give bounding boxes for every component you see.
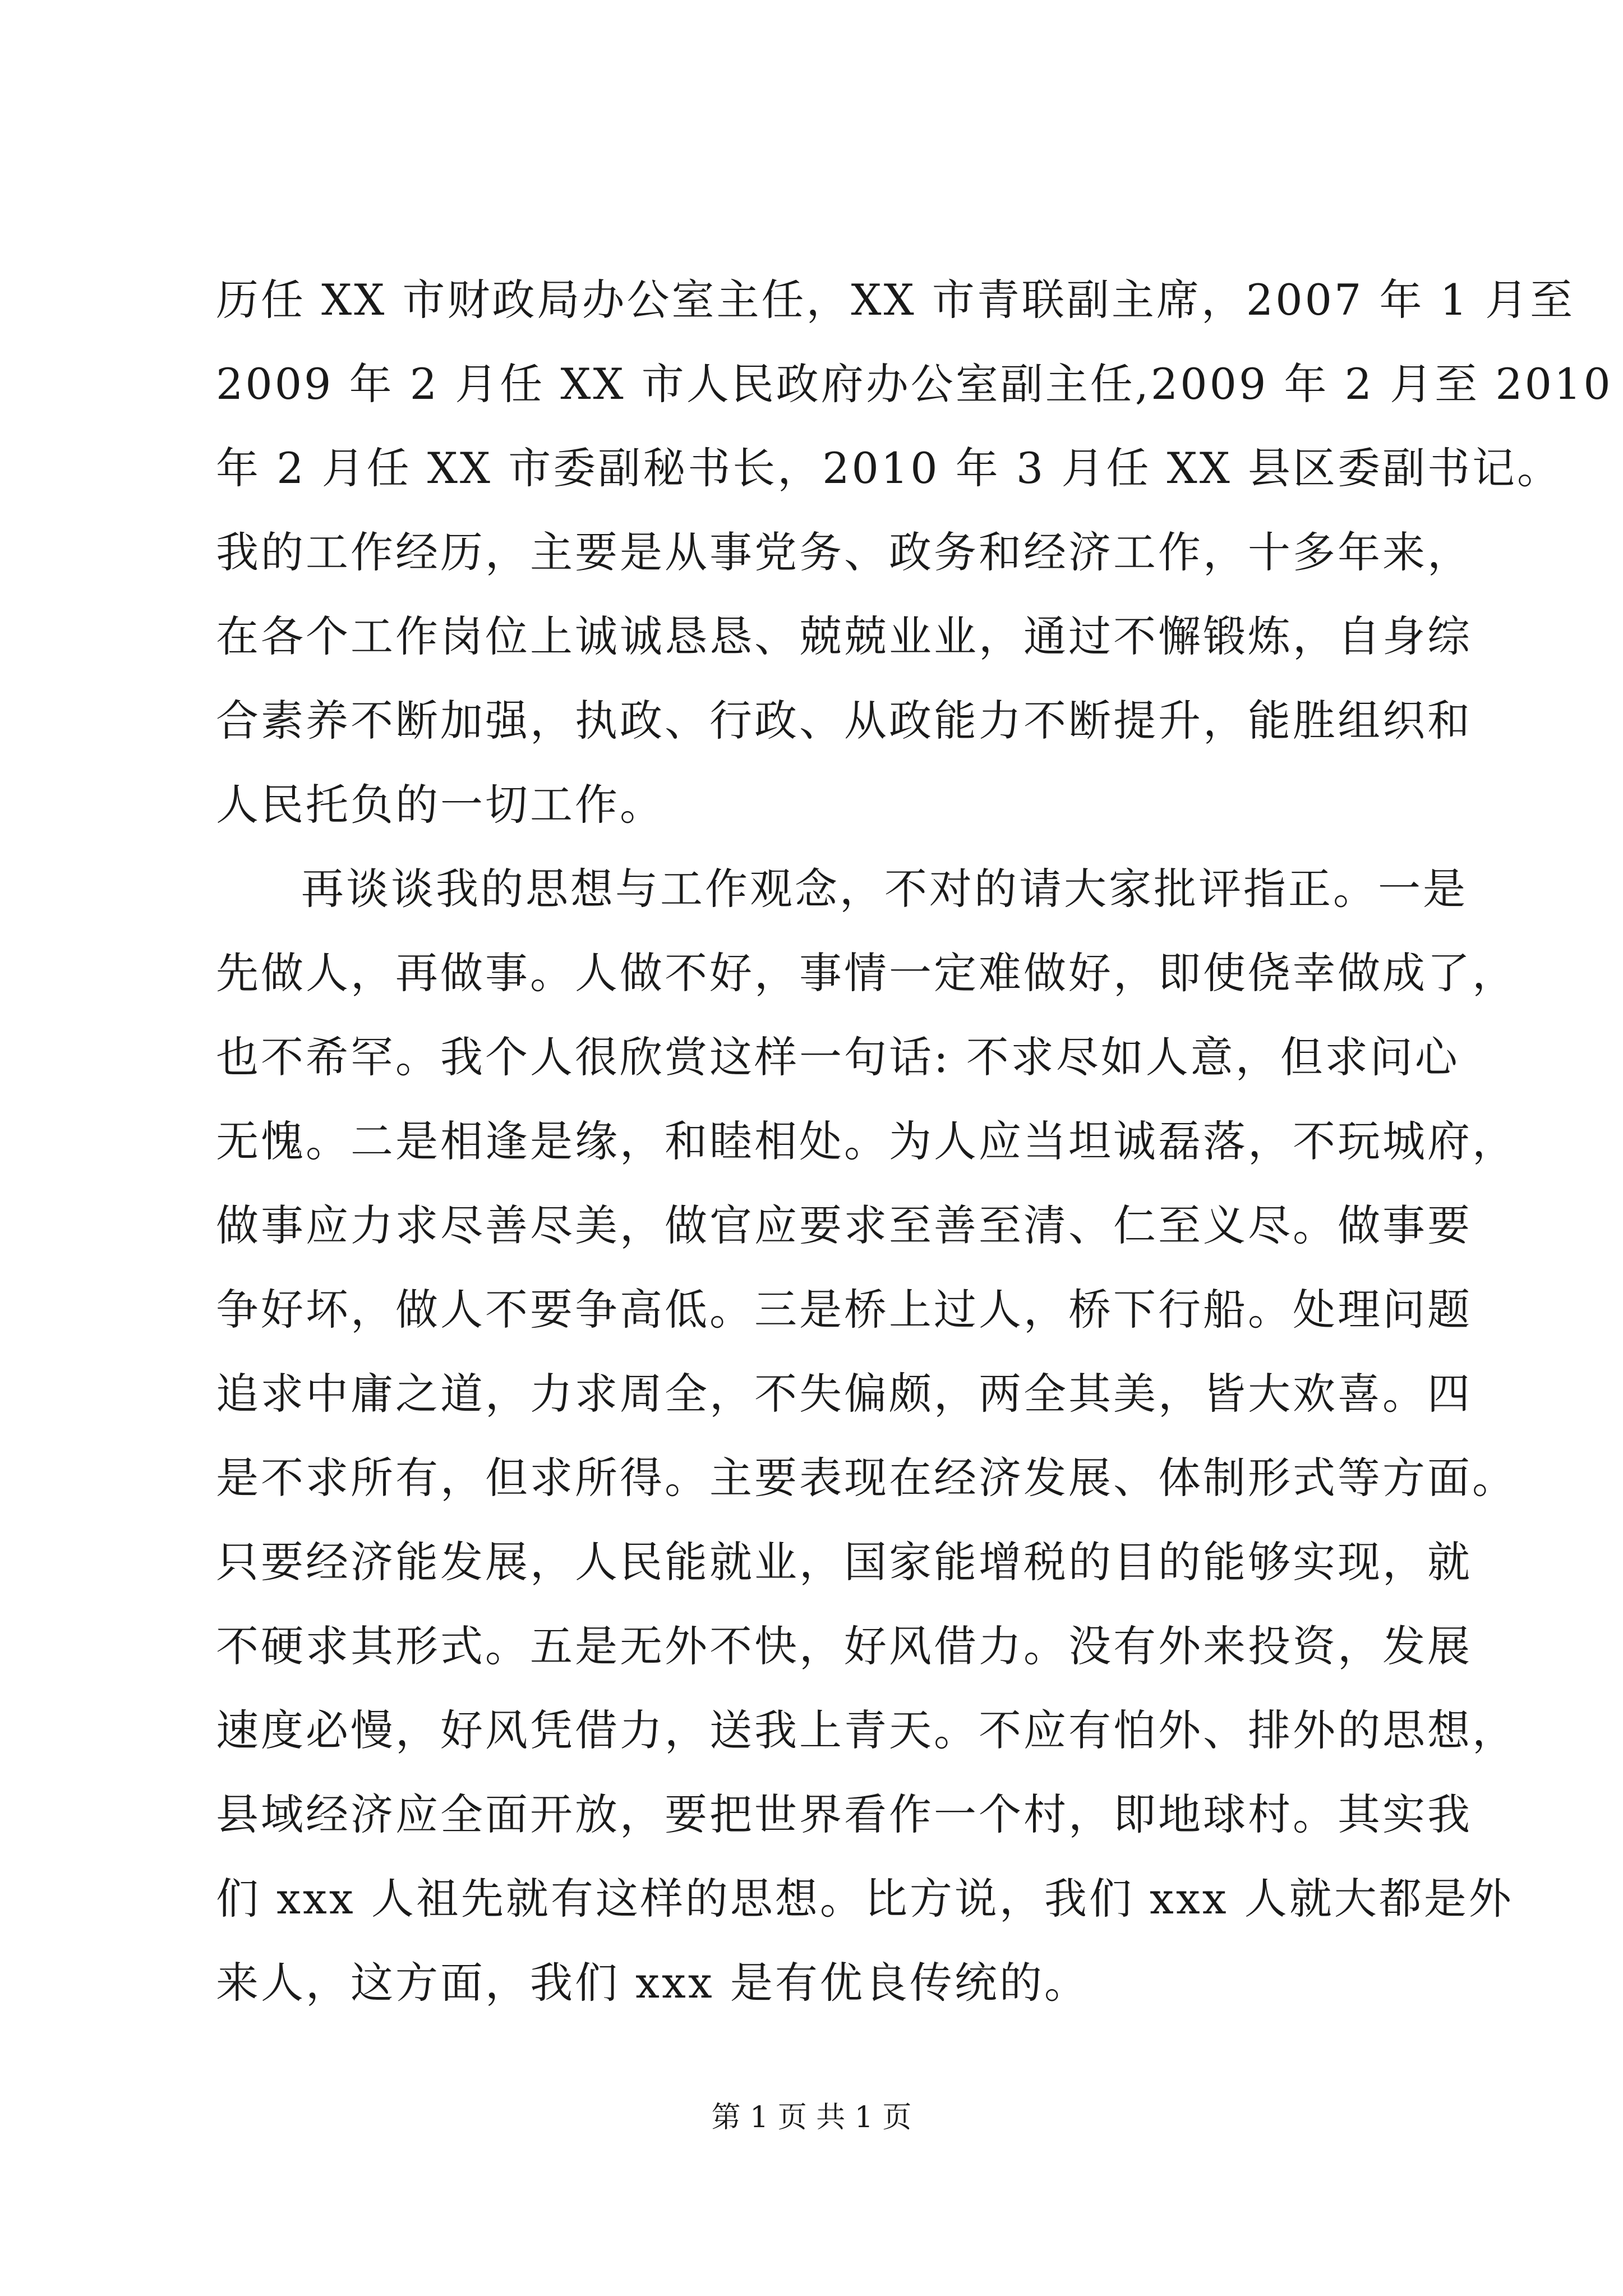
text-line-paragraph-end: 来人，这方面，我们 xxx 是有优良传统的。 [216, 1958, 1089, 2008]
text-line: 速度必慢，好风凭借力，送我上青天。不应有怕外、排外的思想， [216, 1705, 1517, 1755]
text-line: 无愧。二是相逢是缘，和睦相处。为人应当坦诚磊落，不玩城府， [216, 1116, 1517, 1166]
document-body [216, 258, 1613, 2025]
text-line: 追求中庸之道，力求周全，不失偏颇，两全其美，皆大欢喜。四 [216, 1369, 1472, 1419]
text-line: 县域经济应全面开放，要把世界看作一个村，即地球村。其实我 [216, 1789, 1472, 1839]
text-line: 们 xxx 人祖先就有这样的思想。比方说，我们 xxx 人就大都是外 [216, 1874, 1514, 1924]
text-line: 不硬求其形式。五是无外不快，好风借力。没有外来投资，发展 [216, 1621, 1472, 1671]
text-line: 2009 年 2 月任 XX 市人民政府办公室副主任,2009 年 2 月至 2010 [216, 359, 1613, 409]
text-line: 在各个工作岗位上诚诚恳恳、兢兢业业，通过不懈锻炼，自身综 [216, 611, 1472, 661]
text-line: 也不希罕。我个人很欣赏这样一句话: 不求尽如人意，但求问心 [216, 1032, 1460, 1082]
text-line: 只要经济能发展，人民能就业，国家能增税的目的能够实现，就 [216, 1537, 1472, 1587]
text-line: 争好坏，做人不要争高低。三是桥上过人，桥下行船。处理问题 [216, 1285, 1472, 1335]
text-line: 先做人，再做事。人做不好，事情一定难做好，即使侥幸做成了， [216, 948, 1517, 998]
text-line: 我的工作经历，主要是从事党务、政务和经济工作，十多年来， [216, 527, 1472, 577]
text-line: 历任 XX 市财政局办公室主任，XX 市青联副主席，2007 年 1 月至 [216, 275, 1575, 325]
text-line-paragraph-start: 再谈谈我的思想与工作观念，不对的请大家批评指正。一是 [301, 864, 1468, 914]
page-footer: 第 1 页 共 1 页 [711, 2101, 912, 2134]
text-line: 年 2 月任 XX 市委副秘书长，2010 年 3 月任 XX 县区委副书记。 [216, 443, 1562, 493]
text-line: 是不求所有，但求所得。主要表现在经济发展、体制形式等方面。 [216, 1453, 1517, 1503]
text-line: 合素养不断加强，执政、行政、从政能力不断提升，能胜组织和 [216, 696, 1472, 746]
text-line: 做事应力求尽善尽美，做官应要求至善至清、仁至义尽。做事要 [216, 1200, 1472, 1250]
text-line-paragraph-end: 人民托负的一切工作。 [216, 780, 665, 830]
